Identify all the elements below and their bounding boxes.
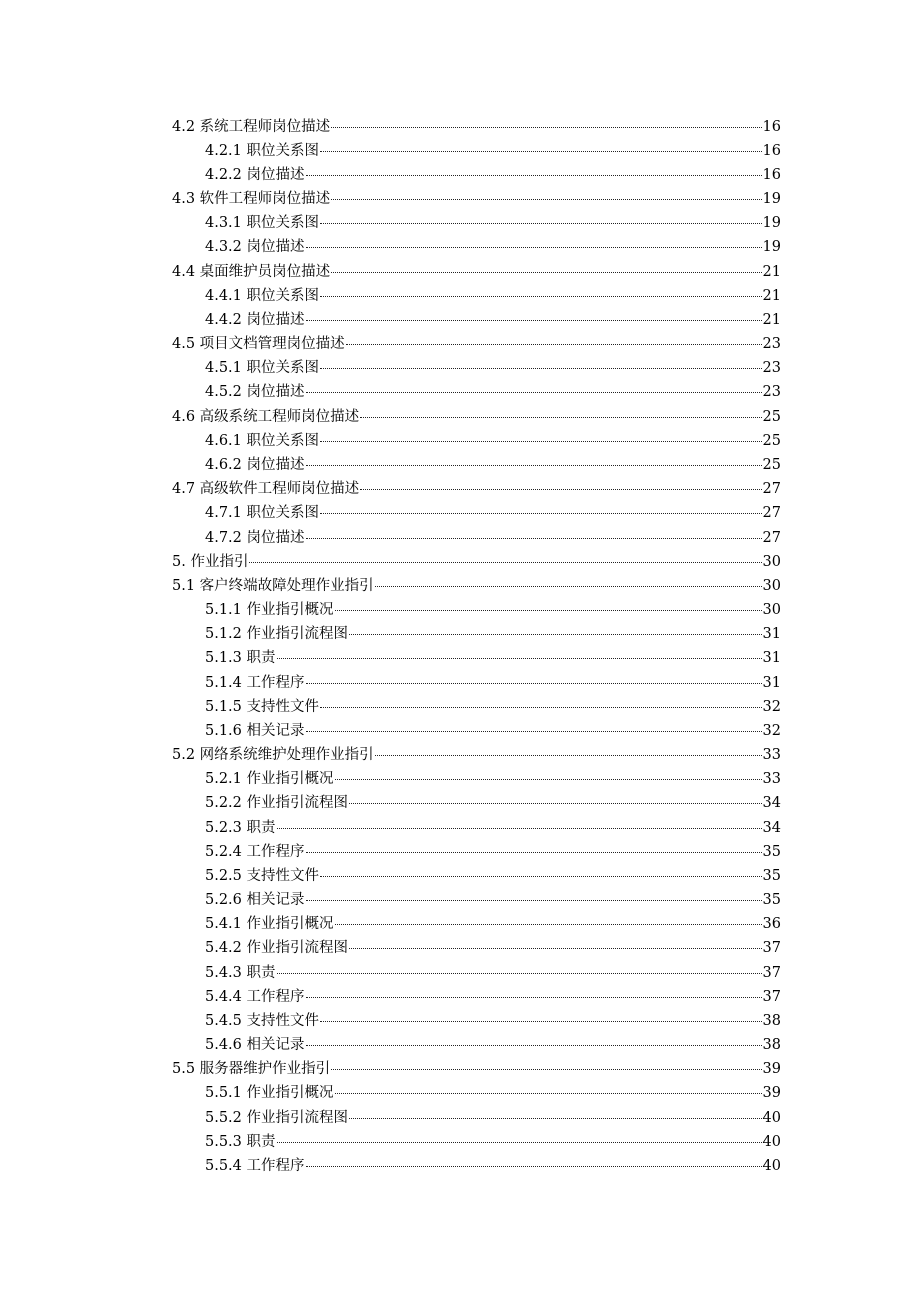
toc-entry-line (205, 429, 781, 450)
toc-entry[interactable] (0, 210, 920, 234)
toc-entry-line (205, 1154, 781, 1175)
toc-entry-line (205, 888, 781, 909)
toc-entry-title: 5.2.1 作业指引概况 (205, 771, 334, 788)
toc-entry-line (205, 646, 781, 667)
toc-entry-line (172, 115, 781, 136)
toc-entry-title: 4.4.2 岗位描述 (205, 311, 305, 328)
dot-leader (360, 417, 761, 418)
toc-entry-page-number: 40 (762, 1133, 781, 1150)
toc-entry-title: 4.2 系统工程师岗位描述 (172, 118, 331, 135)
toc-entry-page-number: 34 (762, 795, 781, 812)
toc-entry[interactable] (0, 161, 920, 185)
dot-leader (306, 247, 762, 248)
toc-entry-title: 4.5.2 岗位描述 (205, 384, 305, 401)
dot-leader (320, 441, 762, 442)
toc-entry-title: 4.4 桌面维护员岗位描述 (172, 263, 331, 280)
toc-entry-line (205, 235, 781, 256)
toc-entry[interactable] (0, 1104, 920, 1128)
toc-entry-page-number: 35 (762, 843, 781, 860)
toc-entry-title: 5.1.4 工作程序 (205, 674, 305, 691)
toc-entry-title: 4.7 高级软件工程师岗位描述 (172, 481, 360, 498)
toc-entry-page-number: 37 (762, 988, 781, 1005)
dot-leader (320, 707, 762, 708)
dot-leader (320, 1021, 762, 1022)
toc-entry-title: 4.3 软件工程师岗位描述 (172, 191, 331, 208)
toc-entry-line (205, 1009, 781, 1030)
toc-entry-title: 4.7.1 职位关系图 (205, 505, 320, 522)
toc-entry-page-number: 40 (762, 1157, 781, 1174)
toc-entry-line (205, 1033, 781, 1054)
toc-entry[interactable] (0, 548, 920, 572)
toc-entry[interactable] (0, 693, 920, 717)
toc-entry[interactable] (0, 1032, 920, 1056)
dot-leader (335, 924, 762, 925)
dot-leader (375, 755, 762, 756)
dot-leader (349, 948, 762, 949)
toc-entry-page-number: 32 (762, 698, 781, 715)
toc-entry-page-number: 30 (762, 553, 781, 570)
toc-entry-line (205, 791, 781, 812)
toc-entry-title: 4.5 项目文档管理岗位描述 (172, 336, 345, 353)
toc-entry-title: 5.2.4 工作程序 (205, 843, 305, 860)
toc-entry-page-number: 19 (762, 239, 781, 256)
toc-entry-title: 5.2.6 相关记录 (205, 892, 305, 909)
toc-entry-page-number: 38 (762, 1037, 781, 1054)
toc-entry[interactable] (0, 1128, 920, 1152)
toc-entry-title: 4.6.2 岗位描述 (205, 456, 305, 473)
dot-leader (306, 538, 762, 539)
toc-entry-title: 4.2.2 岗位描述 (205, 166, 305, 183)
toc-entry-line (205, 284, 781, 305)
toc-entry-title: 5.1.1 作业指引概况 (205, 602, 334, 619)
toc-entry-title: 5.2.5 支持性文件 (205, 867, 320, 884)
toc-entry-title: 4.3.2 岗位描述 (205, 239, 305, 256)
toc-entry-line (172, 574, 781, 595)
toc-entry[interactable] (0, 862, 920, 886)
toc-entry[interactable] (0, 476, 920, 500)
toc-entry-page-number: 36 (762, 916, 781, 933)
toc-entry-page-number: 25 (762, 432, 781, 449)
toc-entry[interactable] (0, 186, 920, 210)
toc-entry-page-number: 38 (762, 1012, 781, 1029)
toc-entry-title: 4.7.2 岗位描述 (205, 529, 305, 546)
dot-leader (320, 513, 762, 514)
toc-entry[interactable] (0, 427, 920, 451)
toc-entry-page-number: 23 (762, 360, 781, 377)
toc-entry-title: 4.6 高级系统工程师岗位描述 (172, 408, 360, 425)
dot-leader (375, 586, 762, 587)
toc-entry[interactable] (0, 887, 920, 911)
toc-entry-line (205, 163, 781, 184)
toc-entry-page-number: 35 (762, 892, 781, 909)
toc-entry-title: 5.5.2 作业指引流程图 (205, 1109, 349, 1126)
toc-entry[interactable] (0, 379, 920, 403)
toc-entry-title: 5.5.1 作业指引概况 (205, 1085, 334, 1102)
toc-entry-line (205, 767, 781, 788)
toc-entry-title: 5.1.6 相关记录 (205, 722, 305, 739)
toc-entry-page-number: 31 (762, 626, 781, 643)
toc-entry-title: 5.4.2 作业指引流程图 (205, 940, 349, 957)
toc-entry-page-number: 19 (762, 215, 781, 232)
toc-entry[interactable] (0, 596, 920, 620)
toc-entry-page-number: 23 (762, 384, 781, 401)
toc-entry-page-number: 30 (762, 577, 781, 594)
toc-entry-page-number: 30 (762, 602, 781, 619)
toc-entry-title: 4.5.1 职位关系图 (205, 360, 320, 377)
toc-entry-title: 5.4.3 职责 (205, 964, 276, 981)
toc-entry[interactable] (0, 983, 920, 1007)
toc-entry-page-number: 37 (762, 940, 781, 957)
toc-entry-title: 5.5.3 职责 (205, 1133, 276, 1150)
toc-entry[interactable] (0, 572, 920, 596)
toc-entry-line (172, 187, 781, 208)
toc-entry-title: 5.1.5 支持性文件 (205, 698, 320, 715)
toc-entry-page-number: 39 (762, 1061, 781, 1078)
toc-entry-page-number: 21 (762, 263, 781, 280)
toc-entry-line (172, 743, 781, 764)
toc-entry-title: 5.1.3 职责 (205, 650, 276, 667)
toc-entry-line (205, 912, 781, 933)
dot-leader (306, 683, 762, 684)
toc-entry-title: 5.4.1 作业指引概况 (205, 916, 334, 933)
toc-entry-page-number: 21 (762, 311, 781, 328)
dot-leader (349, 803, 762, 804)
toc-entry-page-number: 27 (762, 505, 781, 522)
toc-entry-line (172, 1057, 781, 1078)
dot-leader (346, 344, 762, 345)
toc-entry-line (205, 840, 781, 861)
toc-entry-page-number: 34 (762, 819, 781, 836)
toc-entry-line (172, 550, 781, 571)
toc-entry[interactable] (0, 959, 920, 983)
toc-entry-page-number: 37 (762, 964, 781, 981)
toc-entry-line (172, 260, 781, 281)
dot-leader (277, 828, 762, 829)
toc-entry-title: 4.4.1 职位关系图 (205, 287, 320, 304)
toc-entry-line (205, 695, 781, 716)
toc-entry-page-number: 19 (762, 191, 781, 208)
toc-entry-page-number: 23 (762, 336, 781, 353)
toc-entry-page-number: 33 (762, 747, 781, 764)
toc-entry-title: 4.2.1 职位关系图 (205, 142, 320, 159)
toc-entry-page-number: 25 (762, 408, 781, 425)
toc-entry-line (172, 332, 781, 353)
toc-entry-title: 5.4.4 工作程序 (205, 988, 305, 1005)
toc-entry-page-number: 33 (762, 771, 781, 788)
toc-entry[interactable] (0, 790, 920, 814)
toc-entry-line (205, 501, 781, 522)
dot-leader (349, 634, 762, 635)
toc-entry[interactable] (0, 1007, 920, 1031)
toc-entry[interactable] (0, 766, 920, 790)
dot-leader (335, 779, 762, 780)
toc-entry-line (205, 1106, 781, 1127)
toc-entry-line (205, 985, 781, 1006)
toc-entry[interactable] (0, 645, 920, 669)
dot-leader (335, 610, 762, 611)
toc-entry-title: 4.6.1 职位关系图 (205, 432, 320, 449)
toc-entry-page-number: 39 (762, 1085, 781, 1102)
toc-entry[interactable] (0, 500, 920, 524)
dot-leader (306, 731, 762, 732)
toc-entry-line (205, 356, 781, 377)
dot-leader (331, 272, 761, 273)
toc-entry-line (205, 671, 781, 692)
dot-leader (331, 127, 761, 128)
toc-entry-line (205, 936, 781, 957)
dot-leader (335, 1093, 762, 1094)
dot-leader (306, 392, 762, 393)
toc-entry-page-number: 16 (762, 142, 781, 159)
toc-entry-title: 5.2 网络系统维护处理作业指引 (172, 747, 374, 764)
toc-entry-title: 5.2.2 作业指引流程图 (205, 795, 349, 812)
toc-entry-title: 5.4.6 相关记录 (205, 1037, 305, 1054)
toc-entry[interactable] (0, 282, 920, 306)
toc-entry-line (205, 719, 781, 740)
toc-entry-line (205, 622, 781, 643)
toc-entry-line (205, 816, 781, 837)
toc-entry[interactable] (0, 451, 920, 475)
dot-leader (306, 465, 762, 466)
dot-leader (277, 973, 762, 974)
toc-entry-line (205, 864, 781, 885)
toc-entry[interactable] (0, 234, 920, 258)
dot-leader (277, 1142, 762, 1143)
dot-leader (320, 223, 762, 224)
toc-entry-line (172, 477, 781, 498)
toc-entry-page-number: 32 (762, 722, 781, 739)
toc-entry[interactable] (0, 306, 920, 330)
toc-entry[interactable] (0, 935, 920, 959)
dot-leader (306, 997, 762, 998)
toc-entry[interactable] (0, 669, 920, 693)
toc-entry-title: 5.5.4 工作程序 (205, 1157, 305, 1174)
toc-entry[interactable] (0, 1152, 920, 1176)
toc-entry-title: 5.5 服务器维护作业指引 (172, 1061, 331, 1078)
toc-entry-line (205, 1081, 781, 1102)
dot-leader (320, 368, 762, 369)
dot-leader (306, 1166, 762, 1167)
toc-entry-line (205, 380, 781, 401)
toc-entry-title: 5.2.3 职责 (205, 819, 276, 836)
toc-entry-line (205, 139, 781, 160)
toc-entry-line (205, 308, 781, 329)
toc-entry-line (205, 211, 781, 232)
toc-entry-title: 5.1 客户终端故障处理作业指引 (172, 577, 374, 594)
dot-leader (331, 1069, 761, 1070)
toc-entry[interactable] (0, 741, 920, 765)
dot-leader (306, 320, 762, 321)
toc-entry[interactable] (0, 838, 920, 862)
dot-leader (320, 296, 762, 297)
dot-leader (306, 852, 762, 853)
dot-leader (349, 1118, 762, 1119)
toc-entry[interactable] (0, 331, 920, 355)
dot-leader (320, 876, 762, 877)
toc-entry-line (205, 1130, 781, 1151)
toc-entry[interactable] (0, 113, 920, 137)
toc-entry-page-number: 27 (762, 481, 781, 498)
dot-leader (306, 175, 762, 176)
dot-leader (331, 199, 761, 200)
toc-entry-line (205, 598, 781, 619)
toc-entry[interactable] (0, 355, 920, 379)
toc-entry-page-number: 35 (762, 867, 781, 884)
toc-entry[interactable] (0, 911, 920, 935)
toc-entry-page-number: 31 (762, 674, 781, 691)
toc-entry[interactable] (0, 1056, 920, 1080)
dot-leader (277, 658, 762, 659)
dot-leader (320, 151, 762, 152)
table-of-contents (0, 113, 920, 1177)
toc-entry[interactable] (0, 137, 920, 161)
toc-entry-page-number: 31 (762, 650, 781, 667)
toc-entry-page-number: 16 (762, 166, 781, 183)
toc-entry[interactable] (0, 258, 920, 282)
toc-entry-line (205, 961, 781, 982)
toc-entry-title: 5.1.2 作业指引流程图 (205, 626, 349, 643)
toc-entry[interactable] (0, 621, 920, 645)
toc-entry-page-number: 16 (762, 118, 781, 135)
toc-entry-page-number: 40 (762, 1109, 781, 1126)
dot-leader (306, 1045, 762, 1046)
toc-entry[interactable] (0, 524, 920, 548)
toc-entry-title: 4.3.1 职位关系图 (205, 215, 320, 232)
toc-entry-line (172, 405, 781, 426)
toc-entry[interactable] (0, 814, 920, 838)
toc-entry-page-number: 21 (762, 287, 781, 304)
dot-leader (249, 562, 761, 563)
toc-entry-title: 5. 作业指引 (172, 553, 249, 570)
toc-entry-title: 5.4.5 支持性文件 (205, 1012, 320, 1029)
dot-leader (306, 900, 762, 901)
dot-leader (360, 489, 761, 490)
toc-entry-page-number: 27 (762, 529, 781, 546)
toc-entry[interactable] (0, 1080, 920, 1104)
toc-entry[interactable] (0, 403, 920, 427)
toc-entry-line (205, 453, 781, 474)
toc-entry-line (205, 526, 781, 547)
toc-entry-page-number: 25 (762, 456, 781, 473)
toc-entry[interactable] (0, 717, 920, 741)
